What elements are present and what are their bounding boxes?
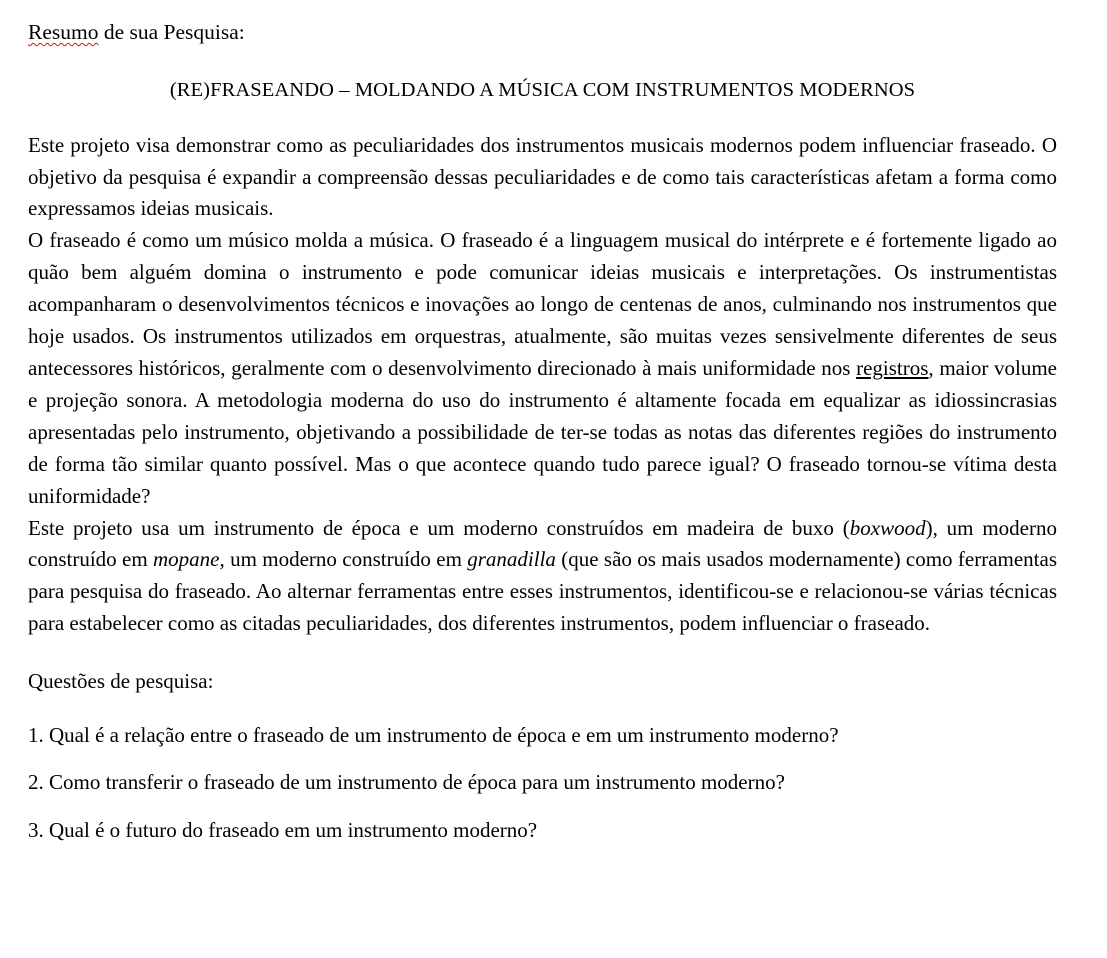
term-mopane: mopane, [153, 547, 225, 572]
questions-heading: Questões de pesquisa: [28, 669, 214, 694]
summary-label [28, 18, 1057, 47]
term-boxwood: boxwood [849, 515, 926, 540]
question-item-2: 2. Como transferir o fraseado de um instrumento de época para um instrumento moderno? [28, 770, 785, 795]
link-registros[interactable]: registros [856, 356, 929, 380]
paragraph-2 [28, 225, 1057, 512]
spacer [28, 640, 1057, 666]
question-item-3: 3. Qual é o futuro do fraseado em um instrumento moderno? [28, 817, 538, 842]
page-title: (RE)FRASEANDO – MOLDANDO A MÚSICA COM INSTRUMENTOS MODERNOS [169, 79, 916, 102]
paragraph-3 [28, 513, 1057, 641]
term-granadilla: granadilla [467, 547, 556, 572]
misspelled-word-resumo: Resumo [28, 20, 99, 44]
summary-label-rest: de sua Pesquisa: [98, 20, 245, 44]
paragraph-3-seg-3: um moderno construído em [224, 547, 468, 572]
paragraph-3-seg-4: (que são os mais usados modernamente) como ferramentas para pesquisa do fraseado. Ao alternar ferramentas entre esses instrumentos, identificou-se e relacionou-se várias técnicas para estabelecer como as citadas peculiaridades, dos diferentes instrumentos, podem influenciar o fraseado. [28, 547, 1058, 636]
paragraph-1: Este projeto visa demonstrar como as peculiaridades dos instrumentos musicais modernos podem influenciar fraseado. O objetivo da pesquisa é expandir a compreensão dessas peculiaridades e de como tais características afetam a forma como expressamos ideias musicais. [28, 132, 1057, 221]
question-item-1: 1. Qual é a relação entre o fraseado de um instrumento de época e em um instrumento moderno? [28, 722, 839, 747]
paragraph-3-seg-2: ), um moderno construído em [28, 515, 1057, 572]
paragraph-2-part-1: O fraseado é como um músico molda a música. O fraseado é a linguagem musical do intérprete e é fortemente ligado ao quão bem alguém domina o instrumento e pode comunicar ideias musicais e interpretações. Os instrumentistas acompanharam o desenvolvimentos técnicos e inovações ao longo de centenas de anos, culminando nos instrumentos que hoje usados. Os instrumentos utilizados em orquestras, atualmente, são muitas vezes sensivelmente diferentes de seus antecessores históricos, geralmente com o desenvolvimento direcionado à mais uniformidade nos [28, 228, 1057, 380]
paragraph-2-part-2: , maior volume e projeção sonora. A metodologia moderna do uso do instrumento é altamente focada em equalizar as idiossincrasias apresentadas pelo instrumento, objetivando a possibilidade de ter-se todas as notas das diferentes regiões do instrumento de forma tão similar quanto possível. Mas o que acontece quando tudo parece igual? O fraseado tornou-se vítima desta uniformidade? [28, 356, 1057, 508]
paragraph-3-seg-1: Este projeto usa um instrumento de época e um moderno construídos em madeira de buxo ( [28, 515, 850, 540]
